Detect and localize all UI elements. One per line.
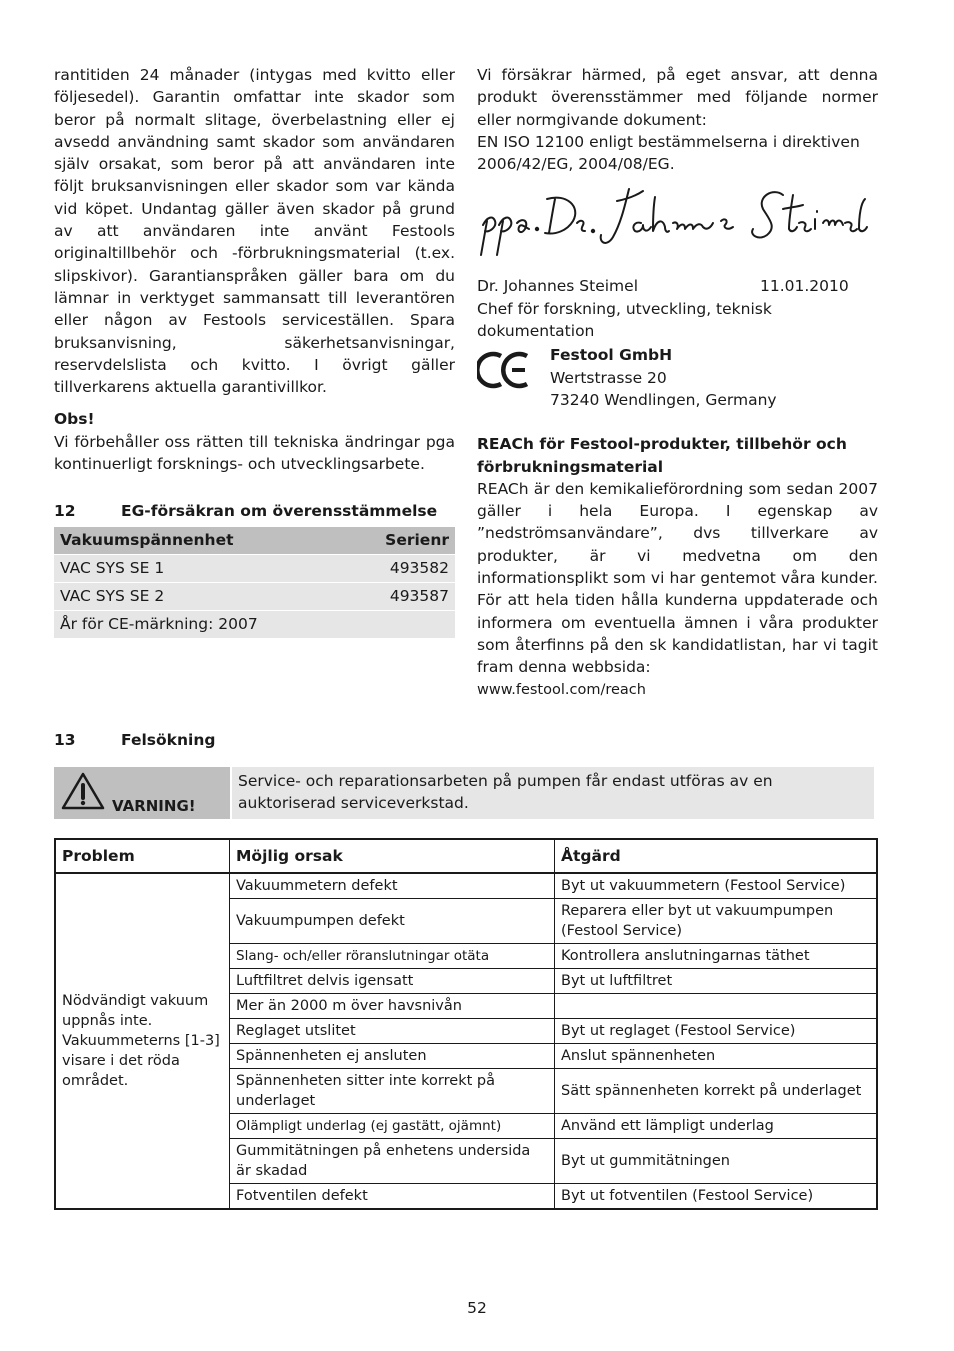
problem-cell: Nödvändigt vakuum uppnås inte. Vakuummeterns [1-3] visare i det röda området. xyxy=(55,873,230,1209)
ce-mark-icon xyxy=(477,344,550,411)
cause-cell: Vakuummetern defekt xyxy=(230,873,555,899)
reach-title: REACh för Festool-produkter, tillbehör och förbrukningsmaterial xyxy=(477,435,847,476)
cause-cell: Spännenheten sitter inte korrekt på underlaget xyxy=(230,1069,555,1114)
header-remedy: Åtgärd xyxy=(555,839,878,873)
cause-cell: Luftfiltret delvis igensatt xyxy=(230,969,555,994)
cause-cell: Reglaget utslitet xyxy=(230,1019,555,1044)
remedy-cell: Byt ut gummitätningen xyxy=(555,1139,878,1184)
section-12-number: 12 xyxy=(54,502,76,521)
warning-box xyxy=(54,767,874,819)
section-12-title: EG-försäkran om överensstämmelse xyxy=(121,502,438,521)
table-row xyxy=(54,582,455,610)
serial-number: 493582 xyxy=(339,554,455,582)
table-row xyxy=(54,554,455,582)
section-13-number: 13 xyxy=(54,731,76,749)
remedy-cell: Reparera eller byt ut vakuumpumpen (Festool Service) xyxy=(555,899,878,944)
remedy-cell: Byt ut reglaget (Festool Service) xyxy=(555,1019,878,1044)
warranty-text: rantitiden 24 månader (intygas med kvitto eller följesedel). Garantin omfattar inte skador som beror på normalt slitage, överbelastning eller ej avsedd användning samt skador som användaren själv orsakat, som beror på att användaren inte följt bruksanvisningen eller skador som var kända vid köpet. Undantag gäller även skador på grund av att användaren inte använt Festools originaltillbehör och -förbrukningsmaterial (t.ex. slipskivor). Garantianspråken gäller bara om du lämnar in verktyget sammansatt till leverantören eller någon av Festools serviceställen. Spara bruksanvisning, säkerhetsanvisningar, reservdelslista och kvitto. I övrigt gäller tillverkarens aktuella garantivillkor. xyxy=(54,66,455,397)
company-street: Wertstrasse 20 xyxy=(550,368,667,387)
company-city: 73240 Wendlingen, Germany xyxy=(550,390,777,409)
table-row xyxy=(55,873,877,899)
remedy-cell: Byt ut vakuummetern (Festool Service) xyxy=(555,873,878,899)
cause-cell: Spännenheten ej ansluten xyxy=(230,1044,555,1069)
cause-cell: Vakuumpumpen defekt xyxy=(230,899,555,944)
remedy-cell: Använd ett lämpligt underlag xyxy=(555,1114,878,1139)
header-cause: Möjlig orsak xyxy=(230,839,555,873)
company-block xyxy=(477,344,878,411)
company-address xyxy=(550,344,777,411)
signer-line xyxy=(477,275,878,297)
cause-cell: Fotventilen defekt xyxy=(230,1184,555,1210)
obs-text: Vi förbehåller oss rätten till tekniska ändringar pga kontinuerligt forsknings- och utvecklingsarbete. xyxy=(54,432,455,474)
reach-text: REACh är den kemikalieförordning som sedan 2007 gäller i hela Europa. I egenskap av ”nedströmsanvändare”, dvs tillverkare av produkter, är vi medvetna om den informationsplikt som vi har gentemot våra kunder. För att hela tiden hålla kunderna uppdaterade och informera om eventuella ämnen i våra produkter som återfinns på den sk kandidatlistan, har vi tagit fram denna webbsida: xyxy=(477,479,878,677)
cause-cell: Gummitätningen på enhetens undersida är skadad xyxy=(230,1139,555,1184)
warning-triangle-icon xyxy=(60,771,112,815)
signer-name: Dr. Johannes Steimel xyxy=(477,277,639,296)
warning-label: VARNING! xyxy=(112,797,196,815)
cause-cell: Slang- och/eller röranslutningar otäta xyxy=(230,944,555,969)
company-name: Festool GmbH xyxy=(550,346,673,365)
remedy-cell: Sätt spännenheten korrekt på underlaget xyxy=(555,1069,878,1114)
device-name: VAC SYS SE 1 xyxy=(54,554,339,582)
table-row xyxy=(54,610,455,638)
cause-cell: Mer än 2000 m över havsnivån xyxy=(230,994,555,1019)
warning-label-cell xyxy=(54,767,230,819)
header-serial: Serienr xyxy=(339,527,455,555)
serial-number-table xyxy=(54,527,455,638)
section-13-heading xyxy=(54,731,215,749)
remedy-cell: Byt ut fotventilen (Festool Service) xyxy=(555,1184,878,1210)
remedy-cell: Anslut spännenheten xyxy=(555,1044,878,1069)
header-device: Vakuumspännenhet xyxy=(54,527,339,555)
header-problem: Problem xyxy=(55,839,230,873)
section-12-heading xyxy=(54,500,455,522)
signature xyxy=(477,185,878,267)
troubleshooting-table xyxy=(54,838,878,1210)
left-column xyxy=(54,64,455,638)
section-13-title: Felsökning xyxy=(121,731,216,749)
right-column xyxy=(477,64,878,701)
obs-title: Obs! xyxy=(54,410,95,429)
table-header-row xyxy=(55,839,877,873)
cause-cell: Olämpligt underlag (ej gastätt, ojämnt) xyxy=(230,1114,555,1139)
signature-date: 11.01.2010 xyxy=(760,277,849,296)
serial-number: 493587 xyxy=(339,582,455,610)
standard-text: EN ISO 12100 enligt bestämmelserna i direktiven 2006/42/EG, 2004/08/EG. xyxy=(477,132,860,174)
signer-title: Chef för forskning, utveckling, teknisk dokumentation xyxy=(477,299,772,341)
declaration-text: Vi försäkrar härmed, på eget ansvar, att denna produkt överensstämmer med följande normer eller normgivande dokument: xyxy=(477,66,878,129)
ce-year: År för CE-märkning: 2007 xyxy=(54,610,455,638)
remedy-cell xyxy=(555,994,878,1019)
warning-text: Service- och reparationsarbeten på pumpen får endast utföras av en auktoriserad serviceverkstad. xyxy=(232,767,874,819)
remedy-cell: Byt ut luftfiltret xyxy=(555,969,878,994)
serial-table-header xyxy=(54,527,455,555)
page-number: 52 xyxy=(467,1299,487,1317)
remedy-cell: Kontrollera anslutningarnas täthet xyxy=(555,944,878,969)
device-name: VAC SYS SE 2 xyxy=(54,582,339,610)
reach-link[interactable]: www.festool.com/reach xyxy=(477,681,646,698)
